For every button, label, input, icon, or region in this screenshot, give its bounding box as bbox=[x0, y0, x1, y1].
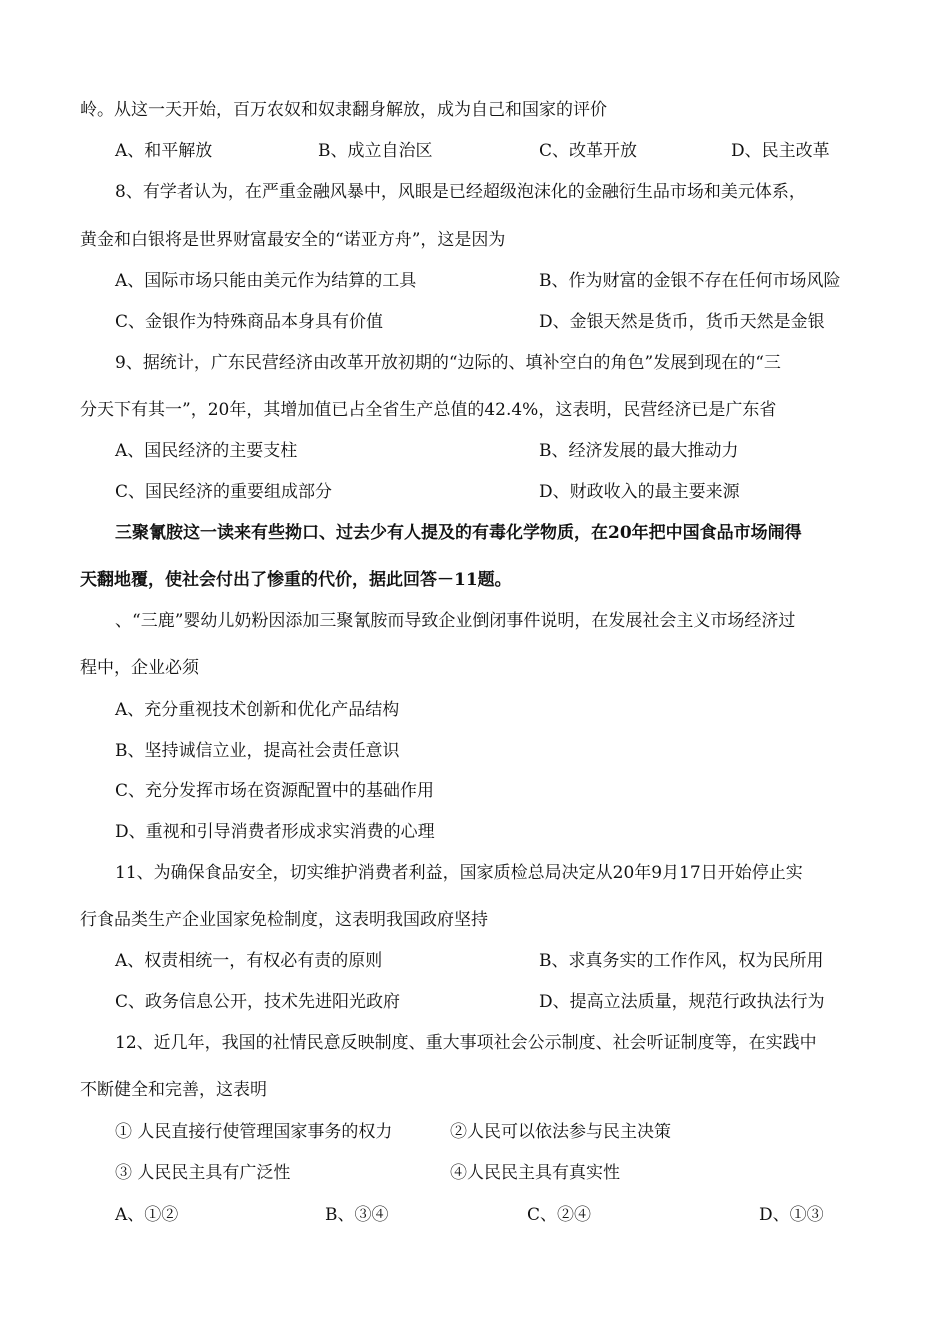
q12-option-a: A、①② bbox=[115, 1205, 179, 1225]
q7-option-d: D、民主改革 bbox=[731, 141, 830, 161]
q11-stem-line2: 行食品类生产企业国家免检制度，这表明我国政府坚持 bbox=[80, 910, 488, 930]
q12-item-2: ②人民可以依法参与民主决策 bbox=[450, 1122, 671, 1142]
q12-option-b: B、③④ bbox=[325, 1205, 389, 1225]
q12-item-3: ③ 人民民主具有广泛性 bbox=[115, 1163, 291, 1183]
q11-option-a: A、权责相统一，有权必有责的原则 bbox=[115, 951, 383, 971]
q7-stem-tail: 岭。从这一天开始，百万农奴和奴隶翻身解放，成为自己和国家的评价 bbox=[80, 100, 607, 120]
q10-option-a: A、充分重视技术创新和优化产品结构 bbox=[115, 700, 400, 720]
q11-option-c: C、政务信息公开，技术先进阳光政府 bbox=[115, 992, 401, 1012]
q9-option-a: A、国民经济的主要支柱 bbox=[115, 441, 298, 461]
q8-stem-line2: 黄金和白银将是世界财富最安全的“诺亚方舟”，这是因为 bbox=[80, 230, 506, 250]
q12-item-1: ① 人民直接行使管理国家事务的权力 bbox=[115, 1122, 393, 1142]
q7-option-a: A、和平解放 bbox=[115, 141, 213, 161]
q9-stem-line2: 分天下有其一”，20年，其增加值已占全省生产总值的42.4%，这表明，民营经济已是广东省 bbox=[80, 400, 777, 420]
q9-option-d: D、财政收入的最主要来源 bbox=[539, 482, 740, 502]
q12-stem-line1: 12、近几年，我国的社情民意反映制度、重大事项社会公示制度、社会听证制度等，在实践中 bbox=[115, 1033, 817, 1053]
q11-stem-line1: 11、为确保食品安全，切实维护消费者利益，国家质检总局决定从20年9月17日开始停止实 bbox=[115, 863, 803, 883]
q11-option-d: D、提高立法质量，规范行政执法行为 bbox=[539, 992, 825, 1012]
q12-stem-line2: 不断健全和完善，这表明 bbox=[80, 1080, 267, 1100]
q9-option-c: C、国民经济的重要组成部分 bbox=[115, 482, 333, 502]
q8-option-b: B、作为财富的金银不存在任何市场风险 bbox=[539, 271, 841, 291]
q12-option-d: D、①③ bbox=[759, 1205, 824, 1225]
q8-option-d: D、金银天然是货币，货币天然是金银 bbox=[539, 312, 825, 332]
material-intro-line1: 三聚氰胺这一读来有些拗口、过去少有人提及的有毒化学物质，在20年把中国食品市场闹得 bbox=[115, 523, 802, 543]
q10-option-b: B、坚持诚信立业，提高社会责任意识 bbox=[115, 741, 400, 761]
q9-option-b: B、经济发展的最大推动力 bbox=[539, 441, 739, 461]
material-intro-line2: 天翻地覆，使社会付出了惨重的代价，据此回答－11题。 bbox=[80, 570, 512, 590]
q7-option-b: B、成立自治区 bbox=[318, 141, 433, 161]
q7-option-c: C、改革开放 bbox=[539, 141, 638, 161]
q12-item-4: ④人民民主具有真实性 bbox=[450, 1163, 620, 1183]
q10-stem-line2: 程中，企业必须 bbox=[80, 658, 199, 678]
q8-option-c: C、金银作为特殊商品本身具有价值 bbox=[115, 312, 384, 332]
q10-option-c: C、充分发挥市场在资源配置中的基础作用 bbox=[115, 781, 435, 801]
q12-option-c: C、②④ bbox=[527, 1205, 592, 1225]
q10-stem-line1: 、“三鹿”婴幼儿奶粉因添加三聚氰胺而导致企业倒闭事件说明，在发展社会主义市场经济过 bbox=[115, 611, 796, 631]
q9-stem-line1: 9、据统计，广东民营经济由改革开放初期的“边际的、填补空白的角色”发展到现在的“三 bbox=[115, 353, 781, 373]
q10-option-d: D、重视和引导消费者形成求实消费的心理 bbox=[115, 822, 435, 842]
q8-stem-line1: 8、有学者认为，在严重金融风暴中，风眼是已经超级泡沫化的金融衍生品市场和美元体系， bbox=[115, 182, 806, 202]
q11-option-b: B、求真务实的工作作风，权为民所用 bbox=[539, 951, 824, 971]
q8-option-a: A、国际市场只能由美元作为结算的工具 bbox=[115, 271, 417, 291]
